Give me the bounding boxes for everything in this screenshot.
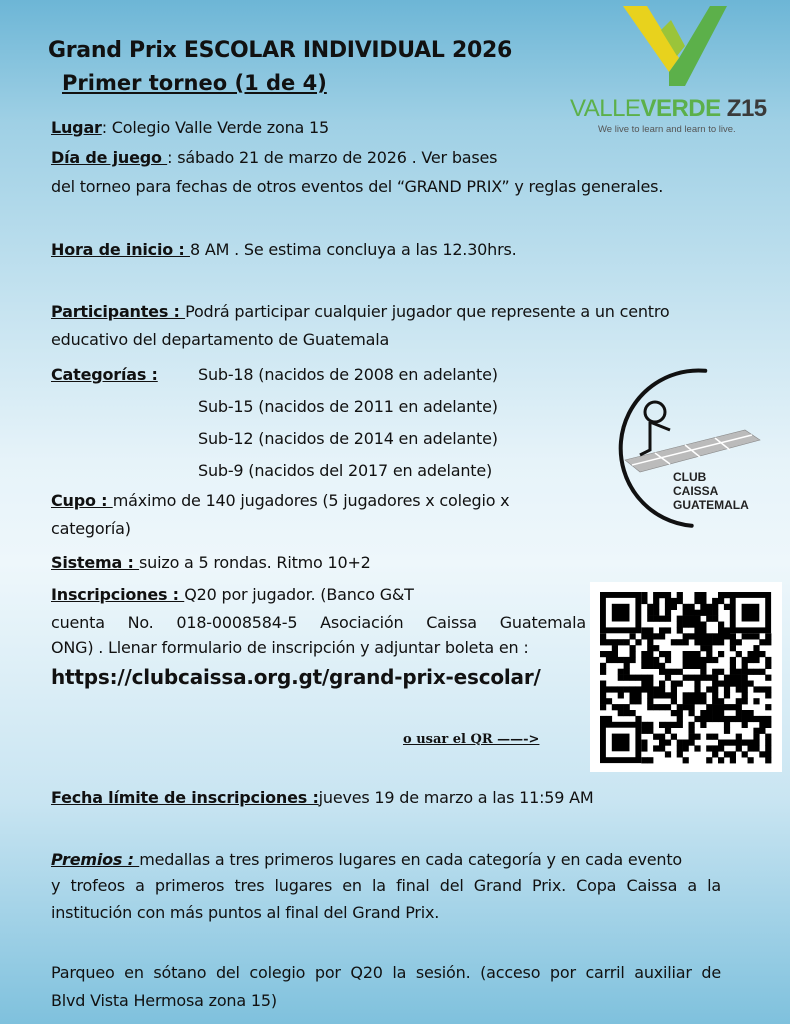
fecha-limite-label: Fecha límite de inscripciones : [51,788,319,807]
qr-code[interactable] [590,582,782,772]
club-caissa-wordmark: CLUB CAISSA GUATEMALA [673,470,749,512]
page-subtitle: Primer torneo (1 de 4) [62,71,327,95]
inscripciones-label: Inscripciones : [51,585,185,604]
hora-line [51,240,517,259]
dia-line-2: del torneo para fechas de otros eventos del “GRAND PRIX” y reglas generales. [51,177,664,196]
qr-code-image [590,582,782,772]
cupo-line-2: categoría) [51,519,131,538]
sistema-text: suizo a 5 rondas. Ritmo 10+2 [139,553,371,572]
dia-label: Día de juego [51,148,168,167]
lugar-line [51,118,329,137]
inscripciones-line-2: cuenta No. 018-0008584-5 Asociación Caissa Guatemala [51,613,586,632]
categoria-item: Sub-15 (nacidos de 2011 en adelante) [198,397,498,416]
premios-line-3: institución con más puntos al final del Grand Prix. [51,903,440,922]
premios-line [51,850,682,869]
inscripciones-line-3: ONG) . Llenar formulario de inscripción y adjuntar boleta en : [51,638,529,657]
inscripciones-line [51,585,414,604]
categoria-item: Sub-9 (nacidos del 2017 en adelante) [198,461,493,480]
participantes-text: Podrá participar cualquier jugador que represente a un centro [185,302,670,321]
inscripciones-text: Q20 por jugador. (Banco G&T [184,585,414,604]
qr-link-text: o usar el QR ——-> [403,732,540,747]
fecha-limite-text: jueves 19 de marzo a las 11:59 AM [318,788,594,807]
categorias-label: Categorías : [51,365,158,384]
premios-text: medallas a tres primeros lugares en cada categoría y en cada evento [139,850,682,869]
participantes-label: Participantes : [51,302,186,321]
premios-line-2: y trofeos a primeros tres lugares en la final del Grand Prix. Copa Caissa a la [51,876,721,895]
hora-text: 8 AM . Se estima concluya a las 12.30hrs. [189,240,517,259]
dia-text: : sábado 21 de marzo de 2026 . Ver bases [167,148,498,167]
fecha-limite-line [51,788,594,807]
categoria-item: Sub-18 (nacidos de 2008 en adelante) [198,365,498,384]
parqueo-line: Parqueo en sótano del colegio por Q20 la sesión. (acceso por carril auxiliar de [51,963,721,982]
lugar-text: : Colegio Valle Verde zona 15 [101,118,329,137]
lugar-label: Lugar [51,118,102,137]
registration-url-link[interactable]: https://clubcaissa.org.gt/grand-prix-escolar/ [51,665,541,689]
sistema-line [51,553,371,572]
categoria-item: Sub-12 (nacidos de 2014 en adelante) [198,429,498,448]
cupo-label: Cupo : [51,491,113,510]
sistema-label: Sistema : [51,553,140,572]
participantes-line [51,302,669,321]
cupo-line [51,491,509,510]
hora-label: Hora de inicio : [51,240,190,259]
page-title: Grand Prix ESCOLAR INDIVIDUAL 2026 [48,38,512,63]
premios-label: Premios : [51,850,140,869]
dia-line [51,148,497,167]
participantes-line-2: educativo del departamento de Guatemala [51,330,390,349]
parqueo-line-2: Blvd Vista Hermosa zona 15) [51,991,277,1010]
cupo-text: máximo de 140 jugadores (5 jugadores x colegio x [112,491,510,510]
valle-verde-tagline: We live to learn and learn to live. [598,124,736,135]
valle-verde-wordmark: VALLEVERDE Z15 [570,95,767,122]
